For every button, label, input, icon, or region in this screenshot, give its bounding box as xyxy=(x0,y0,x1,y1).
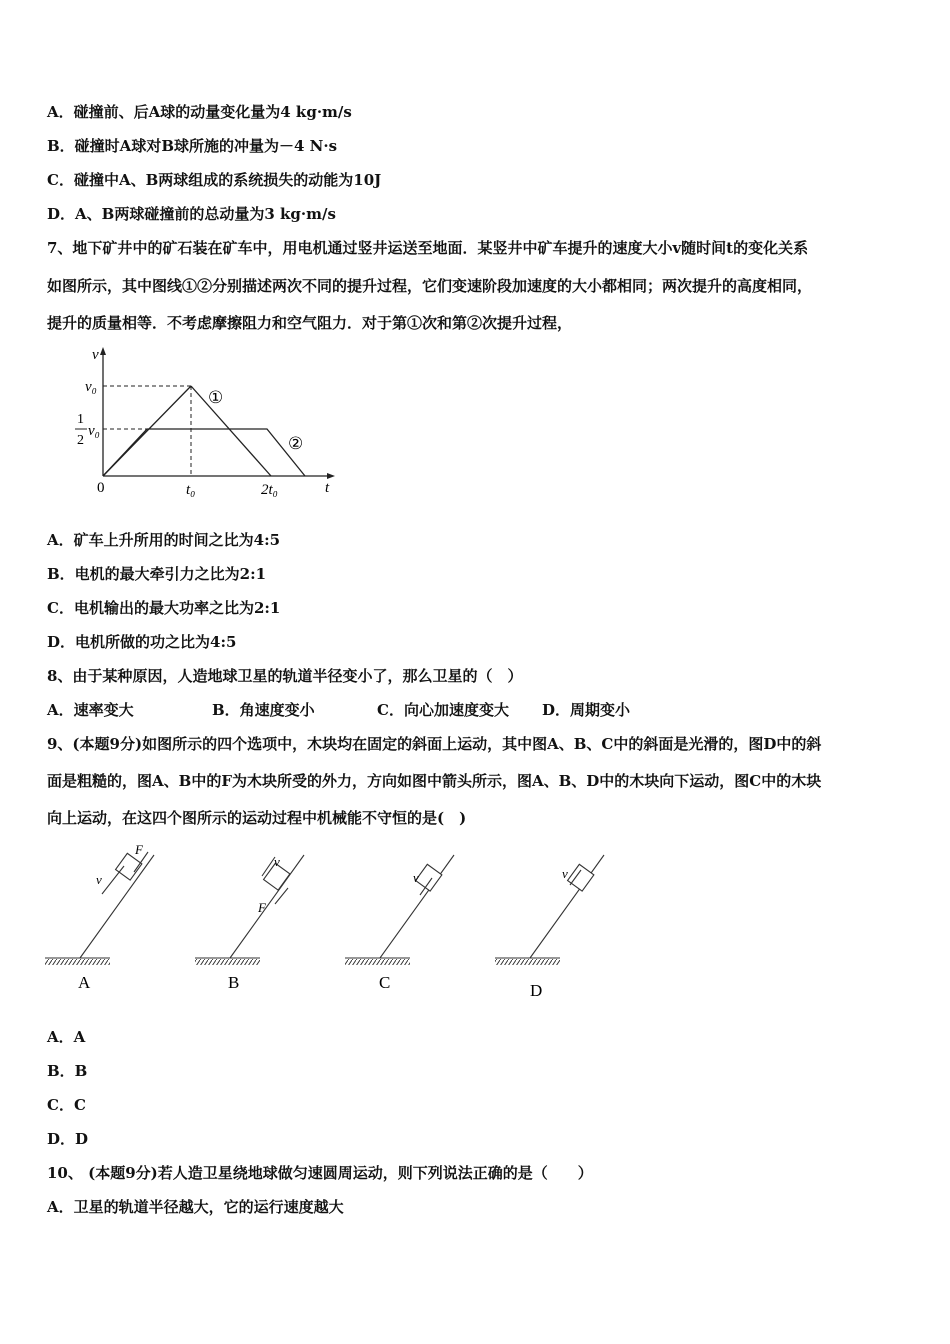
curve-2 xyxy=(103,429,305,476)
q9-stem-line-2: 面是粗糙的，图A、B中的F为木块所受的外力，方向如图中箭头所示，图A、B、D中的木块向下运动，图C中的木块 xyxy=(47,772,822,790)
t-axis-arrow xyxy=(327,473,335,479)
figure-d-v-label: v xyxy=(562,866,568,881)
figure-d-label: D xyxy=(530,981,543,1000)
q8-options xyxy=(47,700,630,720)
figure-a xyxy=(45,852,154,965)
figure-a-v-label: v xyxy=(96,872,102,887)
q9-option-d: D．D xyxy=(47,1130,89,1148)
q7-stem-line-1: 7、地下矿井中的矿石装在矿车中，用电机通过竖井运送至地面．某竖井中矿车提升的速度大小v随时间t的变化关系 xyxy=(47,239,809,257)
q7-option-a: A．矿车上升所用的时间之比为4:5 xyxy=(47,531,281,549)
v-axis-label: v xyxy=(92,347,99,363)
figure-c xyxy=(345,855,454,965)
curve-2-label: ② xyxy=(288,434,304,453)
t0-label: t₀ xyxy=(186,482,196,498)
curve-1-label: ① xyxy=(208,388,224,407)
q9-stem-line-3: 向上运动，在这四个图所示的运动过程中机械能不守恒的是( ) xyxy=(47,809,467,827)
q7-option-c: C．电机输出的最大功率之比为2:1 xyxy=(47,599,281,617)
v0-label: v₀ xyxy=(85,379,97,395)
q7-option-b: B．电机的最大牵引力之比为2:1 xyxy=(47,565,267,583)
q6-option-b: B．碰撞时A球对B球所施的冲量为－4 N·s xyxy=(47,137,338,155)
figure-d xyxy=(495,855,604,965)
q7-stem-line-2: 如图所示，其中图线①②分别描述两次不同的提升过程，它们变速阶段加速度的大小都相同；两次提升的高度相同， xyxy=(47,277,813,295)
figure-b-label: B xyxy=(228,973,240,992)
q6-option-c: C．碰撞中A、B两球组成的系统损失的动能为10J xyxy=(47,171,382,189)
figure-b xyxy=(195,855,304,965)
incline-figures xyxy=(40,840,660,1005)
half-numerator: 1 xyxy=(77,412,84,427)
q9-option-c: C．C xyxy=(47,1096,86,1114)
q9-option-a: A．A xyxy=(47,1028,86,1046)
origin-label: 0 xyxy=(97,480,105,496)
q8-option-c: C．向心加速度变大 xyxy=(377,701,509,719)
t-axis-label: t xyxy=(325,480,330,496)
q10-stem: 10、 (本题9分)若人造卫星绕地球做匀速圆周运动，则下列说法正确的是（ ） xyxy=(47,1164,593,1182)
q9-option-b: B．B xyxy=(47,1062,88,1080)
velocity-time-graph xyxy=(45,345,340,510)
figure-c-v-label: v xyxy=(413,870,419,885)
v-axis-arrow xyxy=(100,347,106,355)
q9-stem-line-1: 9、(本题9分)如图所示的四个选项中，木块均在固定的斜面上运动，其中图A、B、C中的斜面是光滑的，图D中的斜 xyxy=(47,735,822,753)
q6-option-a: A．碰撞前、后A球的动量变化量为4 kg·m/s xyxy=(47,103,352,121)
q10-option-a: A．卫星的轨道半径越大，它的运行速度越大 xyxy=(47,1198,344,1216)
q8-option-a: A．速率变大 xyxy=(47,701,134,719)
q8-stem: 8、由于某种原因，人造地球卫星的轨道半径变小了，那么卫星的（ ） xyxy=(47,667,523,685)
figure-b-v-label: v xyxy=(274,854,280,869)
figure-b-f-label: F xyxy=(258,900,266,915)
half-denominator: 2 xyxy=(77,433,84,448)
figure-c-label: C xyxy=(379,973,391,992)
q7-stem-line-3: 提升的质量相等．不考虑摩擦阻力和空气阻力．对于第①次和第②次提升过程， xyxy=(47,314,573,332)
figure-a-label: A xyxy=(78,973,91,992)
q6-option-d: D．A、B两球碰撞前的总动量为3 kg·m/s xyxy=(47,205,336,223)
2t0-label: 2t₀ xyxy=(261,482,278,498)
half-v0-label: v₀ xyxy=(88,423,100,439)
q8-option-d: D．周期变小 xyxy=(542,701,631,719)
q7-option-d: D．电机所做的功之比为4:5 xyxy=(47,633,237,651)
curve-1 xyxy=(191,386,271,476)
q8-option-b: B．角速度变小 xyxy=(212,701,315,719)
figure-a-f-label: F xyxy=(135,842,143,857)
